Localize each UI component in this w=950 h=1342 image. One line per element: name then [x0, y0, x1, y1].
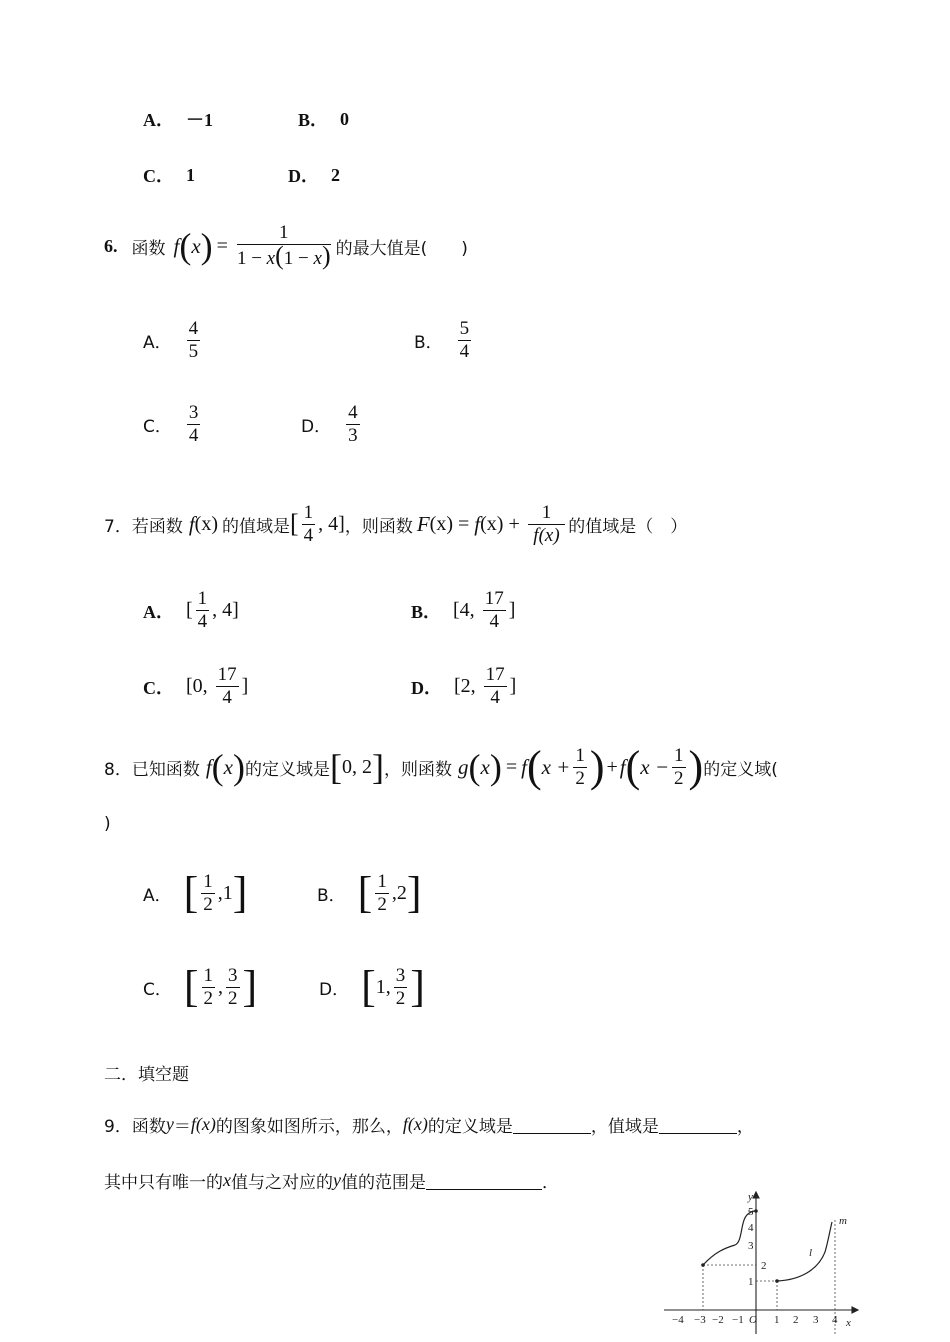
- x-symbol: x: [223, 1170, 231, 1190]
- option-label: C．: [143, 166, 174, 186]
- function-graph: [660, 1190, 870, 1340]
- x-tick-neg2: −2: [712, 1314, 724, 1326]
- fraction-denominator: 4: [459, 341, 470, 362]
- option-value: 2: [396, 881, 407, 904]
- option-pre: [2,: [454, 675, 481, 697]
- fraction-denominator: 2: [395, 987, 406, 1009]
- bracket-close: ]: [406, 868, 422, 917]
- fraction-denominator: 2: [377, 893, 387, 915]
- fraction-numerator: 3: [188, 402, 199, 423]
- option-label: A．: [143, 601, 174, 622]
- fraction-denominator: 4: [188, 425, 199, 446]
- fraction-denominator: f(x): [533, 524, 560, 546]
- paren-open: (: [179, 226, 192, 266]
- q9-text: ，值域是: [590, 1117, 659, 1137]
- bracket-close: ]: [410, 962, 425, 1011]
- x-tick-1: 1: [774, 1314, 780, 1326]
- option-label: B．: [411, 601, 442, 622]
- bracket-open: [: [330, 747, 342, 787]
- option-value: 2: [331, 164, 340, 185]
- x-axis-label: x: [846, 1317, 851, 1329]
- q9-text: 其中只有唯一的: [104, 1173, 223, 1193]
- fraction-numerator: 17: [485, 664, 505, 685]
- fraction-numerator: 1: [377, 870, 387, 892]
- q7-option-d: [411, 664, 516, 709]
- option-label: A．: [143, 333, 172, 353]
- half-fraction: [573, 745, 587, 790]
- fraction-denominator: 1 − x(1 − x): [236, 241, 331, 270]
- q8-text: ，则函数: [384, 759, 452, 780]
- paren-close: ): [489, 747, 502, 787]
- den-x: x: [313, 248, 322, 269]
- option-fraction: [483, 588, 506, 633]
- domain-value: 0, 2: [342, 755, 372, 778]
- big-paren-close: ): [589, 742, 605, 791]
- bracket-open: [: [183, 962, 199, 1011]
- bracket-close: ]: [242, 962, 258, 1011]
- q7-option-a: [143, 588, 239, 633]
- option-value: 1: [222, 881, 233, 904]
- point-start-left: [701, 1263, 705, 1267]
- fraction-denominator: 2: [203, 987, 214, 1009]
- q8-text-end: 的定义域(: [703, 759, 778, 780]
- y-symbol: y: [333, 1170, 341, 1190]
- f-symbol: f: [188, 511, 195, 536]
- option-label: B．: [414, 333, 443, 353]
- fraction-numerator: 4: [348, 402, 358, 423]
- bracket-close: ]: [372, 747, 384, 787]
- x-tick-neg1: −1: [732, 1314, 744, 1326]
- origin-label: O: [749, 1314, 757, 1326]
- y-tick-2: 2: [761, 1260, 767, 1272]
- paren-open: (: [211, 747, 224, 787]
- curve-right: [777, 1222, 832, 1281]
- q7-text-end: 的值域是（ ）: [568, 516, 688, 537]
- den-part: 1 −: [236, 248, 267, 269]
- answer-blank[interactable]: [426, 1171, 542, 1190]
- fraction-denominator: 4: [222, 687, 232, 708]
- q6-option-d: [301, 402, 363, 447]
- curve-left: [703, 1211, 756, 1265]
- answer-blank[interactable]: [513, 1115, 591, 1134]
- point-top: [754, 1209, 758, 1213]
- q7-stem: [104, 496, 687, 552]
- fx-plus: (x) +: [480, 512, 525, 535]
- paren-close: ): [233, 747, 245, 787]
- q8-option-b: [317, 864, 421, 922]
- comma: ,: [391, 881, 397, 904]
- big-paren-open: (: [526, 742, 542, 791]
- q8-close-paren: ): [104, 814, 111, 834]
- y-tick-5: 5: [748, 1206, 754, 1218]
- equals-sign: =: [216, 234, 228, 257]
- f-symbol: f: [173, 233, 180, 258]
- q5-option-a: [143, 106, 213, 132]
- q9-text: 值与之对应的: [231, 1173, 333, 1193]
- y-arrow: [753, 1192, 759, 1198]
- fraction-denominator: 2: [575, 767, 585, 789]
- fraction-numerator: 1: [203, 870, 213, 892]
- option-label: A．: [143, 110, 174, 130]
- q5-option-b: [298, 106, 349, 132]
- q6-text-end: 的最大值是( ): [335, 238, 468, 259]
- x-symbol: x: [191, 233, 201, 258]
- f-symbol: f: [474, 511, 481, 536]
- big-paren-close: ): [688, 742, 704, 791]
- fraction-denominator: 2: [203, 893, 213, 915]
- option-label: D．: [288, 166, 319, 186]
- den-part: 1 −: [283, 248, 314, 269]
- option-value: 1: [375, 975, 386, 998]
- q7-text: 的值域是: [222, 516, 290, 537]
- q9-text: ．: [542, 1173, 559, 1193]
- comma: ,: [385, 975, 391, 998]
- fraction-numerator: 1: [528, 502, 566, 525]
- q7-number: 7．: [104, 516, 132, 537]
- fraction-numerator: 1: [575, 744, 585, 766]
- q6-stem: [104, 218, 468, 274]
- option-label: B．: [298, 110, 329, 130]
- option-fraction: [226, 965, 240, 1010]
- x-symbol: (x): [407, 1114, 428, 1134]
- axis-labels: [672, 1191, 851, 1329]
- q7-option-c: [143, 664, 248, 709]
- option-fraction: [187, 318, 201, 363]
- g-symbol: g: [458, 754, 469, 779]
- option-value: －1: [186, 110, 213, 130]
- fraction-denominator: 3: [348, 425, 358, 446]
- q6-fraction: [235, 222, 333, 270]
- range-fraction: [302, 502, 316, 547]
- paren-open: (: [468, 747, 481, 787]
- option-fraction: [187, 402, 201, 447]
- x-symbol: x: [223, 754, 233, 779]
- option-pre: [0,: [186, 675, 213, 697]
- q7-text: ，则函数: [344, 516, 413, 537]
- fraction-denominator: 2: [674, 767, 684, 789]
- option-fraction: [202, 965, 216, 1010]
- option-fraction: [484, 664, 507, 709]
- f-symbol: f: [619, 754, 626, 779]
- fraction-denominator: 4: [197, 611, 208, 632]
- paren-close: ): [200, 226, 213, 266]
- q8-option-a: [143, 864, 247, 922]
- x-minus: x −: [640, 754, 670, 779]
- fraction-numerator: 4: [188, 318, 199, 339]
- f-symbol: f: [190, 1114, 196, 1134]
- m-label: m: [839, 1215, 847, 1227]
- option-post: ]: [508, 599, 516, 621]
- q8-text: 的定义域是: [245, 759, 330, 780]
- y-tick-4: 4: [748, 1222, 754, 1234]
- q5-option-d: [288, 162, 340, 188]
- option-post: ]: [241, 675, 249, 697]
- x-tick-neg3: −3: [694, 1314, 706, 1326]
- Fx-eq: (x) =: [429, 512, 475, 535]
- fraction-numerator: 17: [484, 588, 504, 609]
- fraction-numerator: 17: [217, 664, 237, 685]
- x-symbol: x: [480, 754, 490, 779]
- bracket-open: [: [361, 962, 376, 1011]
- q9-stem-line2: [104, 1168, 559, 1193]
- x-tick-neg4: −4: [672, 1314, 684, 1326]
- l-label: l: [809, 1247, 813, 1259]
- fraction-numerator: 3: [228, 964, 238, 986]
- option-value: 1: [186, 164, 195, 185]
- fraction-numerator: 5: [459, 318, 470, 339]
- option-label: C．: [143, 677, 174, 698]
- plus-sign: +: [606, 755, 618, 778]
- fraction-denominator: 4: [303, 524, 314, 546]
- range-rest: , 4]: [318, 512, 345, 535]
- x-tick-3: 3: [813, 1314, 819, 1326]
- q9-text: ，: [736, 1117, 754, 1137]
- bracket-open: [: [183, 868, 199, 917]
- q6-option-b: [414, 318, 474, 363]
- bracket-open: [: [290, 509, 299, 538]
- answer-blank[interactable]: [659, 1115, 737, 1134]
- fraction-numerator: 1: [674, 744, 684, 766]
- fraction-numerator: 1: [197, 588, 208, 609]
- option-fraction: [216, 664, 239, 709]
- q7-text: 若函数: [131, 516, 183, 537]
- x-symbol: (x): [195, 1114, 216, 1134]
- option-post: , 4]: [212, 599, 239, 621]
- q7-option-b: [411, 588, 515, 633]
- q7-fraction: [528, 502, 566, 547]
- x-arrow: [852, 1307, 858, 1313]
- option-fraction: [346, 402, 360, 447]
- q5-option-c: [143, 162, 195, 188]
- q6-option-c: [143, 402, 203, 447]
- option-fraction: [394, 965, 408, 1010]
- q8-text: 已知函数: [131, 759, 200, 780]
- fraction-numerator: 1: [203, 964, 214, 986]
- section-title: 二．填空题: [104, 1065, 189, 1085]
- fraction-numerator: 1: [237, 222, 331, 245]
- q6-option-a: [143, 318, 203, 363]
- q8-option-d: [319, 958, 425, 1016]
- f-symbol: f: [205, 754, 212, 779]
- option-label: D．: [319, 979, 350, 1000]
- option-post: ]: [509, 675, 517, 697]
- option-fraction: [375, 871, 389, 916]
- q8-stem: [104, 738, 778, 796]
- option-label: A．: [143, 885, 172, 906]
- option-label: D．: [411, 677, 442, 698]
- option-fraction: [196, 588, 210, 633]
- equals-sign: ＝: [173, 1117, 191, 1137]
- option-pre: [4,: [453, 599, 480, 621]
- y-tick-3: 3: [748, 1240, 754, 1252]
- x-tick-4: 4: [832, 1314, 838, 1326]
- y-symbol: y: [165, 1114, 174, 1134]
- fraction-denominator: 4: [490, 687, 500, 708]
- option-fraction: [201, 871, 215, 916]
- fraction-denominator: 5: [188, 341, 199, 362]
- bracket-open: [: [357, 868, 373, 917]
- f-symbol: f: [521, 754, 527, 779]
- x-symbol: (x): [194, 512, 218, 535]
- comma: ,: [217, 881, 223, 904]
- q6-number: 6.: [104, 235, 118, 256]
- y-axis-label: y: [748, 1191, 753, 1203]
- q8-option-c: [143, 958, 257, 1016]
- q9-text: 函数: [131, 1117, 166, 1137]
- option-fraction: [458, 318, 472, 363]
- den-x: x: [266, 248, 276, 269]
- q9-text: 值的范围是: [341, 1173, 426, 1193]
- comma: ,: [218, 975, 224, 998]
- f-symbol: f: [402, 1114, 408, 1134]
- q8-number: 8．: [104, 759, 132, 780]
- equals-sign: =: [505, 755, 518, 778]
- q6-text: 函数: [131, 238, 166, 259]
- q9-text: 的图象如图所示，那么，: [215, 1117, 403, 1137]
- option-label: C．: [143, 979, 172, 1000]
- q9-text: 的定义域是: [427, 1117, 513, 1137]
- option-label: B．: [317, 885, 346, 906]
- q9-number: 9．: [104, 1117, 132, 1137]
- fraction-numerator: 1: [303, 501, 314, 523]
- fraction-denominator: 4: [489, 611, 499, 632]
- option-pre: [: [186, 599, 193, 621]
- F-symbol: F: [416, 511, 430, 536]
- half-fraction: [672, 745, 686, 790]
- x-tick-2: 2: [793, 1314, 799, 1326]
- point-start-right: [775, 1279, 779, 1283]
- q9-stem-line1: [104, 1112, 754, 1137]
- y-tick-1: 1: [748, 1276, 754, 1288]
- fraction-numerator: 3: [395, 964, 406, 986]
- option-label: C．: [143, 417, 172, 437]
- x-plus: x +: [541, 754, 571, 779]
- fraction-denominator: 2: [228, 987, 238, 1009]
- option-value: 0: [340, 108, 350, 129]
- bracket-close: ]: [232, 868, 248, 917]
- option-label: D．: [301, 417, 332, 437]
- big-paren-open: (: [625, 742, 641, 791]
